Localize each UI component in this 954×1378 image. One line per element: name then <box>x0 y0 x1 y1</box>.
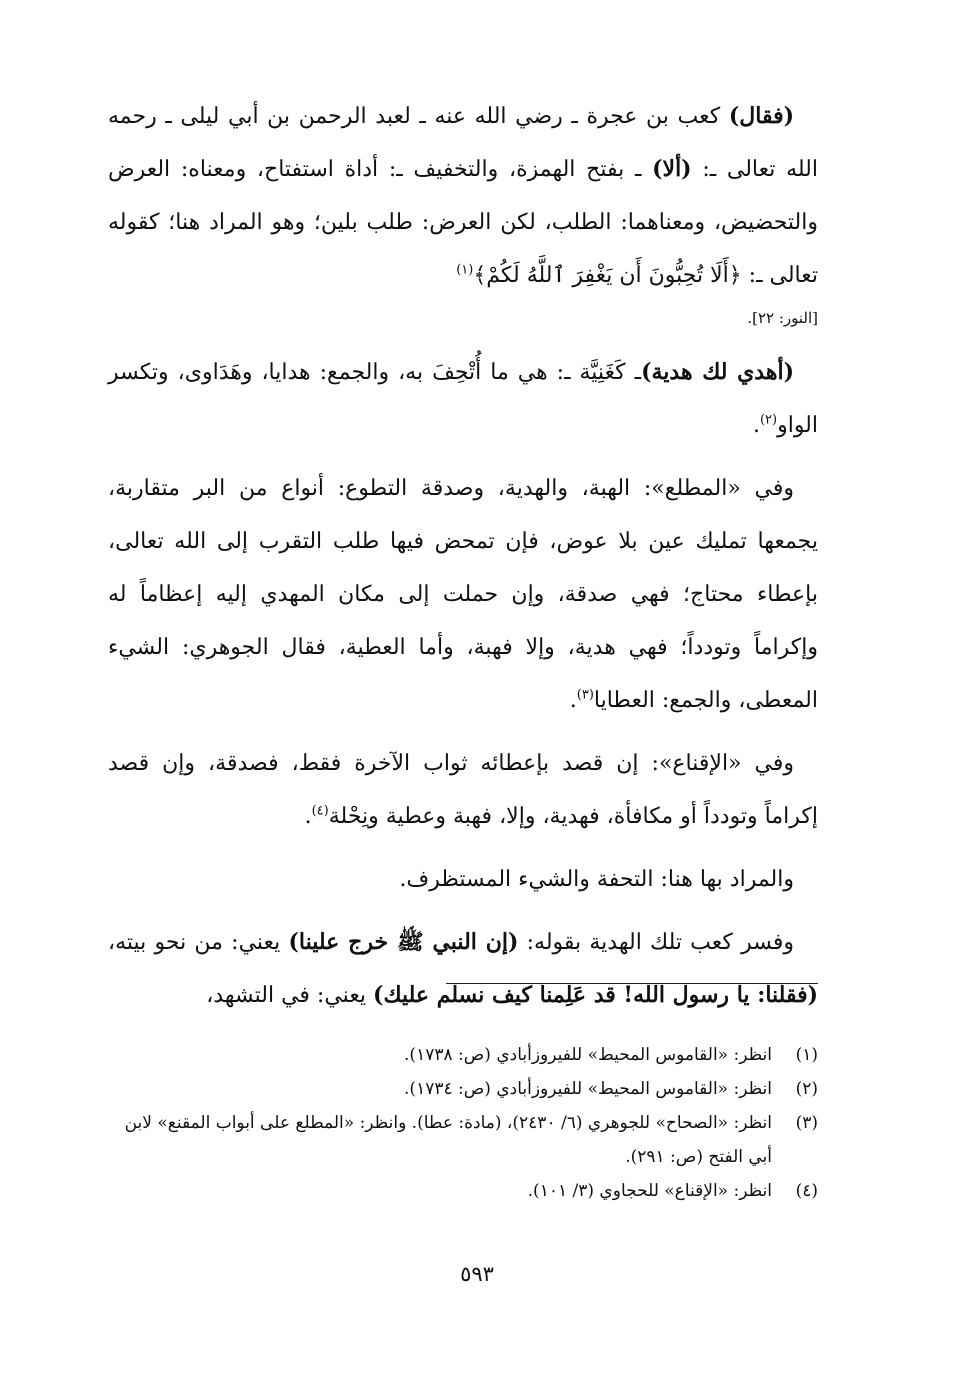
footnote-number: (٤) <box>795 1181 818 1201</box>
page-number: ٥٩٣ <box>460 1262 494 1286</box>
paragraph-4 <box>108 737 818 843</box>
footnote-2 <box>108 1072 818 1106</box>
footnote-ref-4[interactable]: (٤) <box>311 803 329 819</box>
paragraph-1 <box>108 90 818 302</box>
text-run: . <box>304 804 312 829</box>
footnote-ref-3[interactable]: (٣) <box>576 687 594 703</box>
bold-term: (فقلنا: يا رسول الله! قد عَلِمنا كيف نسلم عليك) <box>373 982 818 1008</box>
footnote-3 <box>108 1106 818 1174</box>
footnote-text: انظر: «القاموس المحيط» للفيروزأبادي (ص: ١٧٣٤). <box>404 1079 772 1099</box>
footnote-divider <box>446 983 818 984</box>
text-run: وفي «المطلع»: الهبة، والهدية، وصدقة التطوع: أنواع من البر متقاربة، يجمعها تمليك عين بلا عوض، فإن تمحض فيها طلب التقرب إلى الله تعالى، بإعطاء محتاج؛ فهي صدقة، وإن حملت إلى مكان المهدي إليه إعظاماً له وإكراماً وتودداً؛ فهي هدية، وإلا فهبة، وأما العطية، فقال الجوهري: الشيء المعطى، والجمع: العطايا <box>108 476 818 713</box>
footnote-ref-2[interactable]: (٢) <box>759 412 778 428</box>
bold-term: (إن النبي ﷺ خرج علينا) <box>288 929 519 955</box>
text-run: ـ بفتح الهمزة، والتخفيف ـ: أداة استفتاح، ومعناه: العرض والتحضيض، ومعناهما: الطلب، لكن العرض: طلب بلين؛ وهو المراد هنا؛ كقوله تعالى ـ: ﴿أَلَا تُحِبُّونَ أَن يَغْفِرَ ٱللَّهُ لَكُمْ﴾ <box>108 157 818 288</box>
text-run: . <box>569 688 577 713</box>
text-run: ـ كَغَنِيَّة ـ: هي ما أُتْحِفَ به، والجمع: هدايا، وهَدَاوى، وتكسر الواو <box>108 360 818 438</box>
paragraph-6 <box>108 916 818 1022</box>
paragraph-2 <box>108 346 818 452</box>
footnote-text: انظر: «الصحاح» للجوهري (٦/ ٢٤٣٠)، (مادة: عطا). وانظر: «المطلع على أبواب المقنع» لابن أبي الفتح (ص: ٢٩١). <box>124 1113 772 1167</box>
text-run: يعني: في التشهد، <box>206 983 374 1008</box>
footnote-number: (١) <box>795 1045 818 1065</box>
footnote-text: انظر: «القاموس المحيط» للفيروزأبادي (ص: ١٧٣٨). <box>404 1045 772 1065</box>
text-run: وفي «الإقناع»: إن قصد بإعطائه ثواب الآخرة فقط، فصدقة، وإن قصد إكراماً وتودداً أو مكافأة، فهدية، وإلا، فهبة وعطية ونِحْلة <box>108 751 818 829</box>
paragraph-5 <box>108 853 818 906</box>
footnote-ref-1[interactable]: (١) <box>456 262 474 278</box>
bold-term: (أهدي لك هدية) <box>641 359 794 385</box>
text-run: كعب بن عجرة ـ رضي الله عنه ـ لعبد الرحمن بن أبي ليلى ـ رحمه الله تعالى ـ: <box>108 104 818 182</box>
footnote-1 <box>108 1038 818 1072</box>
paragraph-3 <box>108 462 818 727</box>
text-run: . <box>752 413 760 438</box>
text-run: وفسر كعب تلك الهدية بقوله: <box>518 930 794 955</box>
footnote-number: (٢) <box>795 1079 818 1099</box>
footnote-4 <box>108 1174 818 1208</box>
bold-term: (ألا) <box>652 156 692 182</box>
footnote-number: (٣) <box>795 1113 818 1133</box>
main-text <box>108 90 818 1032</box>
footnote-text: انظر: «الإقناع» للحجاوي (٣/ ١٠١). <box>527 1181 772 1201</box>
footnotes <box>108 1038 818 1208</box>
text-run: يعني: من نحو بيته، <box>108 930 289 955</box>
text-run: والمراد بها هنا: التحفة والشيء المستظرف. <box>399 867 794 892</box>
quran-citation: [النور: ٢٢]. <box>747 309 818 327</box>
bold-term: (فقال) <box>728 103 794 129</box>
